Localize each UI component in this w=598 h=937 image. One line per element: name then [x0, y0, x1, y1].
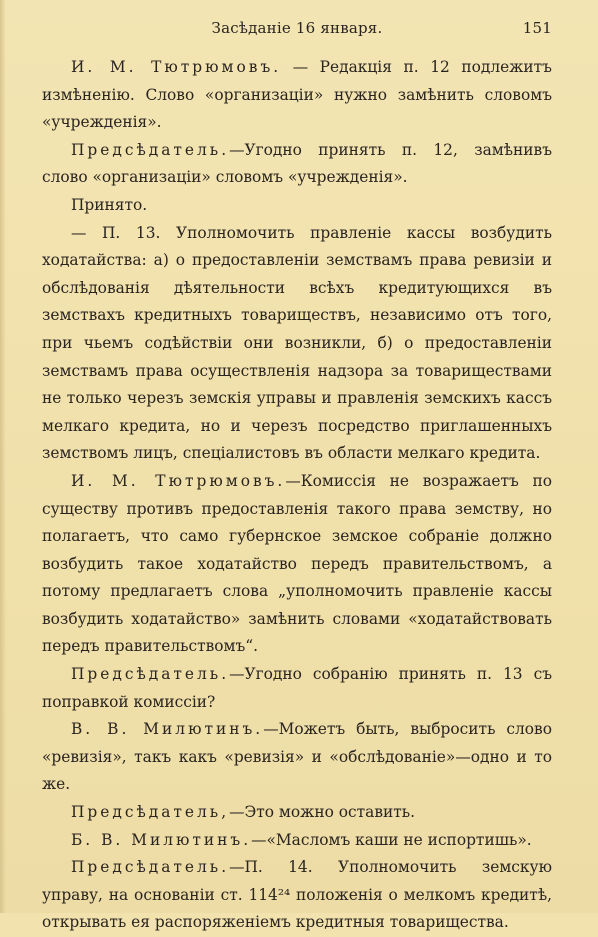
paragraph-text: —П. 14. Уполномочить земскую управу, на основаніи ст. 114²⁴ положенія о мелкомъ кредитѣ, открывать ея распоряженіемъ кредитныя товарищества. — [42, 858, 552, 932]
paragraph — [42, 716, 552, 799]
paragraph-text: — П. 13. Уполномочить правленіе кассы возбудить ходатайства: а) о предоставленіи земствамъ права ревизіи и обслѣдованія дѣятельности всѣхъ кредитующихся въ земствахъ кредитныхъ товариществъ, независимо отъ того, при чьемъ содѣйствіи они возникли, б) о предоставленіи земствамъ права осуществленія надзора за товариществами не только черезъ земскія управы и правленія земскихъ кассъ мелкаго кредита, но и черезъ посредство приглашенныхъ земствомъ лицъ, спеціалистовъ въ области мелкаго кредита. — [42, 223, 552, 463]
running-head — [42, 16, 552, 40]
paragraph-text: —Угодно принять п. 12, замѣнивъ слово «организаціи» словомъ «учрежденія». — [42, 140, 552, 187]
paragraph — [42, 220, 552, 468]
page-header-title: Засѣданіе 16 января. — [211, 19, 383, 37]
paragraph — [42, 137, 552, 192]
speaker-name: Предсѣдатель. — [71, 858, 230, 877]
paragraph — [42, 468, 552, 661]
speaker-name: Предсѣдатель. — [71, 140, 230, 159]
paragraph — [42, 854, 552, 937]
paragraph — [42, 827, 552, 855]
page-number: 151 — [522, 19, 552, 37]
speaker-name: Б. В. Милютинъ. — [71, 830, 252, 849]
paragraph-text: —«Масломъ каши не испортишь». — [251, 830, 532, 849]
paragraph — [42, 192, 552, 220]
document-body — [42, 54, 552, 937]
speaker-name: И. М. Тютрюмовъ. — [71, 58, 282, 76]
page-gutter-shadow — [0, 0, 6, 913]
paragraph-text: Принято. — [71, 195, 148, 214]
paragraph — [42, 799, 552, 827]
speaker-name: Предсѣдатель. — [71, 665, 230, 684]
speaker-name: Предсѣдатель, — [71, 803, 230, 822]
paragraph-text: —Можетъ быть, выбросить слово «ревизія», такъ какъ «ревизія» и «обслѣдованіе»—одно и то же. — [42, 720, 552, 794]
paragraph-text: —Это можно оставить. — [229, 803, 416, 822]
speaker-name: В. В. Милютинъ. — [71, 720, 264, 739]
paragraph-text: — Редакція п. 12 подлежитъ измѣненію. Слово «организаціи» нужно замѣнить словомъ «учрежденія». — [42, 58, 552, 132]
paragraph — [42, 54, 552, 137]
paragraph — [42, 661, 552, 716]
speaker-name: И. М. Тютрюмовъ. — [71, 471, 286, 490]
paragraph-text: —Комиссія не возражаетъ по существу противъ предоставленія такого права земству, но полагаетъ, что само губернское земское собраніе должно возбудить такое ходатайство передъ правительствомъ, а потому предлагаетъ слова „уполномочить правленіе кассы возбудить ходатайство» замѣнить словами «ходатайствовать передъ правительствомъ“. — [42, 471, 552, 656]
paragraph-text: —Угодно собранію принять п. 13 съ поправкой комиссіи? — [42, 665, 552, 711]
